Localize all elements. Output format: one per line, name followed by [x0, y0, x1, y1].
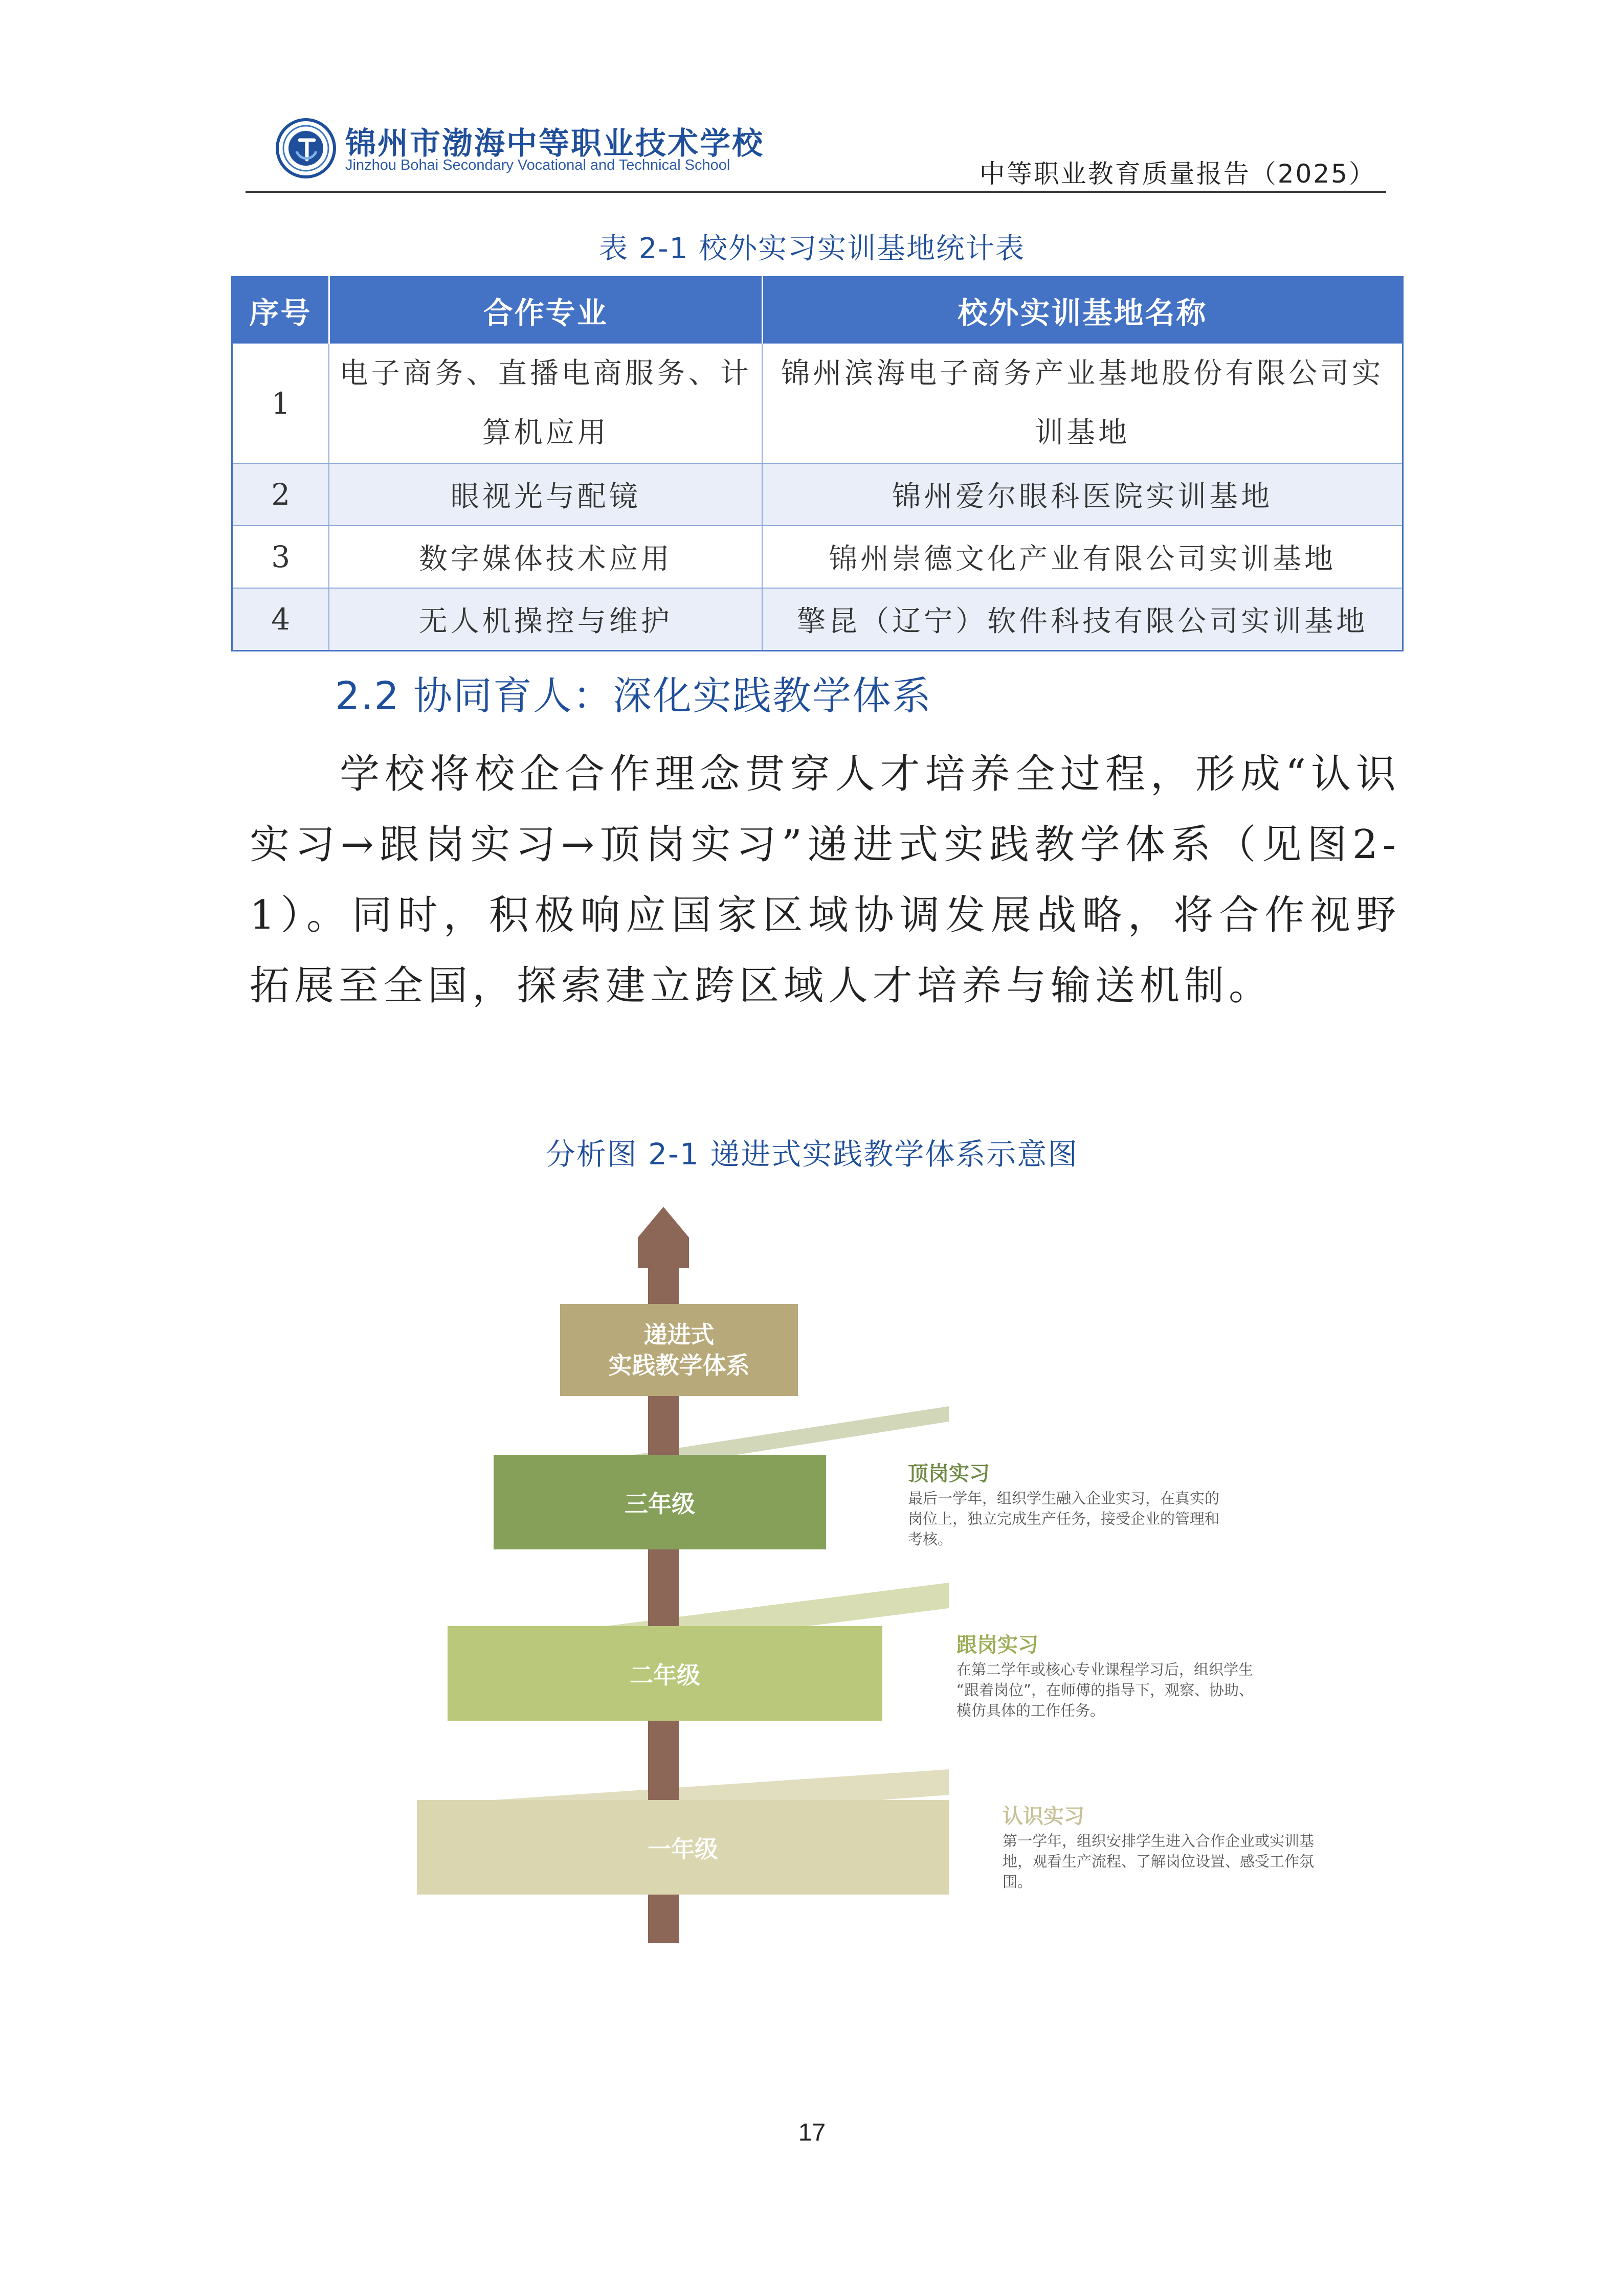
section-title: 2.2 协同育人：深化实践教学体系: [335, 673, 932, 718]
top-block-label: [560, 1319, 798, 1381]
school-name-en: Jinzhou Bohai Secondary Vocational and Technical School: [345, 157, 730, 173]
school-logo-icon: [275, 118, 337, 179]
training-base-table: [231, 276, 1404, 651]
pole-arrowhead: [638, 1207, 689, 1268]
row-major: 电子商务、直播电商服务、计算机应用: [329, 344, 762, 463]
figure-caption: 分析图 2-1 递进式实践教学体系示意图: [545, 1137, 1079, 1172]
practice-system-diagram: [399, 1197, 1371, 1953]
top-label-line2: 实践教学体系: [608, 1352, 750, 1379]
column-header-no: 序号: [232, 277, 329, 344]
level-3-description: 最后一学年，组织学生融入企业实习，在真实的 岗位上，独立完成生产任务，接受企业的管理和 考核。: [908, 1490, 1220, 1548]
level-2-title: 跟岗实习: [956, 1633, 1038, 1657]
top-label-line1: 递进式: [643, 1321, 715, 1348]
row-major: 无人机操控与维护: [329, 588, 762, 651]
row-base: 擎昆（辽宁）软件科技有限公司实训基地: [762, 588, 1403, 651]
page-number: 17: [798, 2119, 826, 2146]
row-number: 2: [232, 463, 329, 526]
table-header-row: [232, 277, 1403, 344]
level-1-description: 第一学年，组织安排学生进入合作企业或实训基 地，观看生产流程、了解岗位设置、感受工作氛 围。: [1003, 1832, 1315, 1890]
row-base: 锦州滨海电子商务产业基地股份有限公司实训基地: [762, 344, 1403, 463]
row-number: 3: [232, 526, 329, 588]
row-base: 锦州爱尔眼科医院实训基地: [762, 463, 1403, 526]
level-3-label: 三年级: [625, 1490, 695, 1518]
level-3-title: 顶岗实习: [908, 1462, 990, 1485]
table-row: [232, 463, 1403, 526]
section-paragraph: 学校将校企合作理念贯穿人才培养全过程，形成“认识实习→跟岗实习→顶岗实习”递进式实践教学体系（见图2-1）。同时，积极响应国家区域协调发展战略，将合作视野拓展至全国，探索建立跨区域人才培养与输送机制。: [250, 751, 1400, 1009]
level-1-label: 一年级: [648, 1835, 718, 1863]
row-major: 数字媒体技术应用: [329, 526, 762, 588]
row-number: 4: [232, 588, 329, 651]
header-rule: [246, 191, 1386, 193]
school-name-cn: 锦州市渤海中等职业技术学校: [345, 126, 764, 162]
row-major: 眼视光与配镜: [329, 463, 762, 526]
column-header-base: 校外实训基地名称: [762, 277, 1403, 344]
page-header: [246, 105, 1386, 192]
column-header-major: 合作专业: [329, 277, 762, 344]
row-number: 1: [232, 344, 329, 463]
level-1-title: 认识实习: [1003, 1805, 1084, 1828]
table-caption: 表 2-1 校外实习实训基地统计表: [598, 232, 1026, 265]
report-title: 中等职业教育质量报告（2025）: [979, 159, 1376, 189]
table-row: [232, 588, 1403, 651]
table-row: [232, 344, 1403, 463]
table-row: [232, 526, 1403, 588]
level-2-description: 在第二学年或核心专业课程学习后，组织学生 “跟着岗位”，在师傅的指导下，观察、协助、 模仿具体的工作任务。: [956, 1661, 1254, 1719]
row-base: 锦州崇德文化产业有限公司实训基地: [762, 526, 1403, 588]
level-2-label: 二年级: [630, 1661, 700, 1689]
